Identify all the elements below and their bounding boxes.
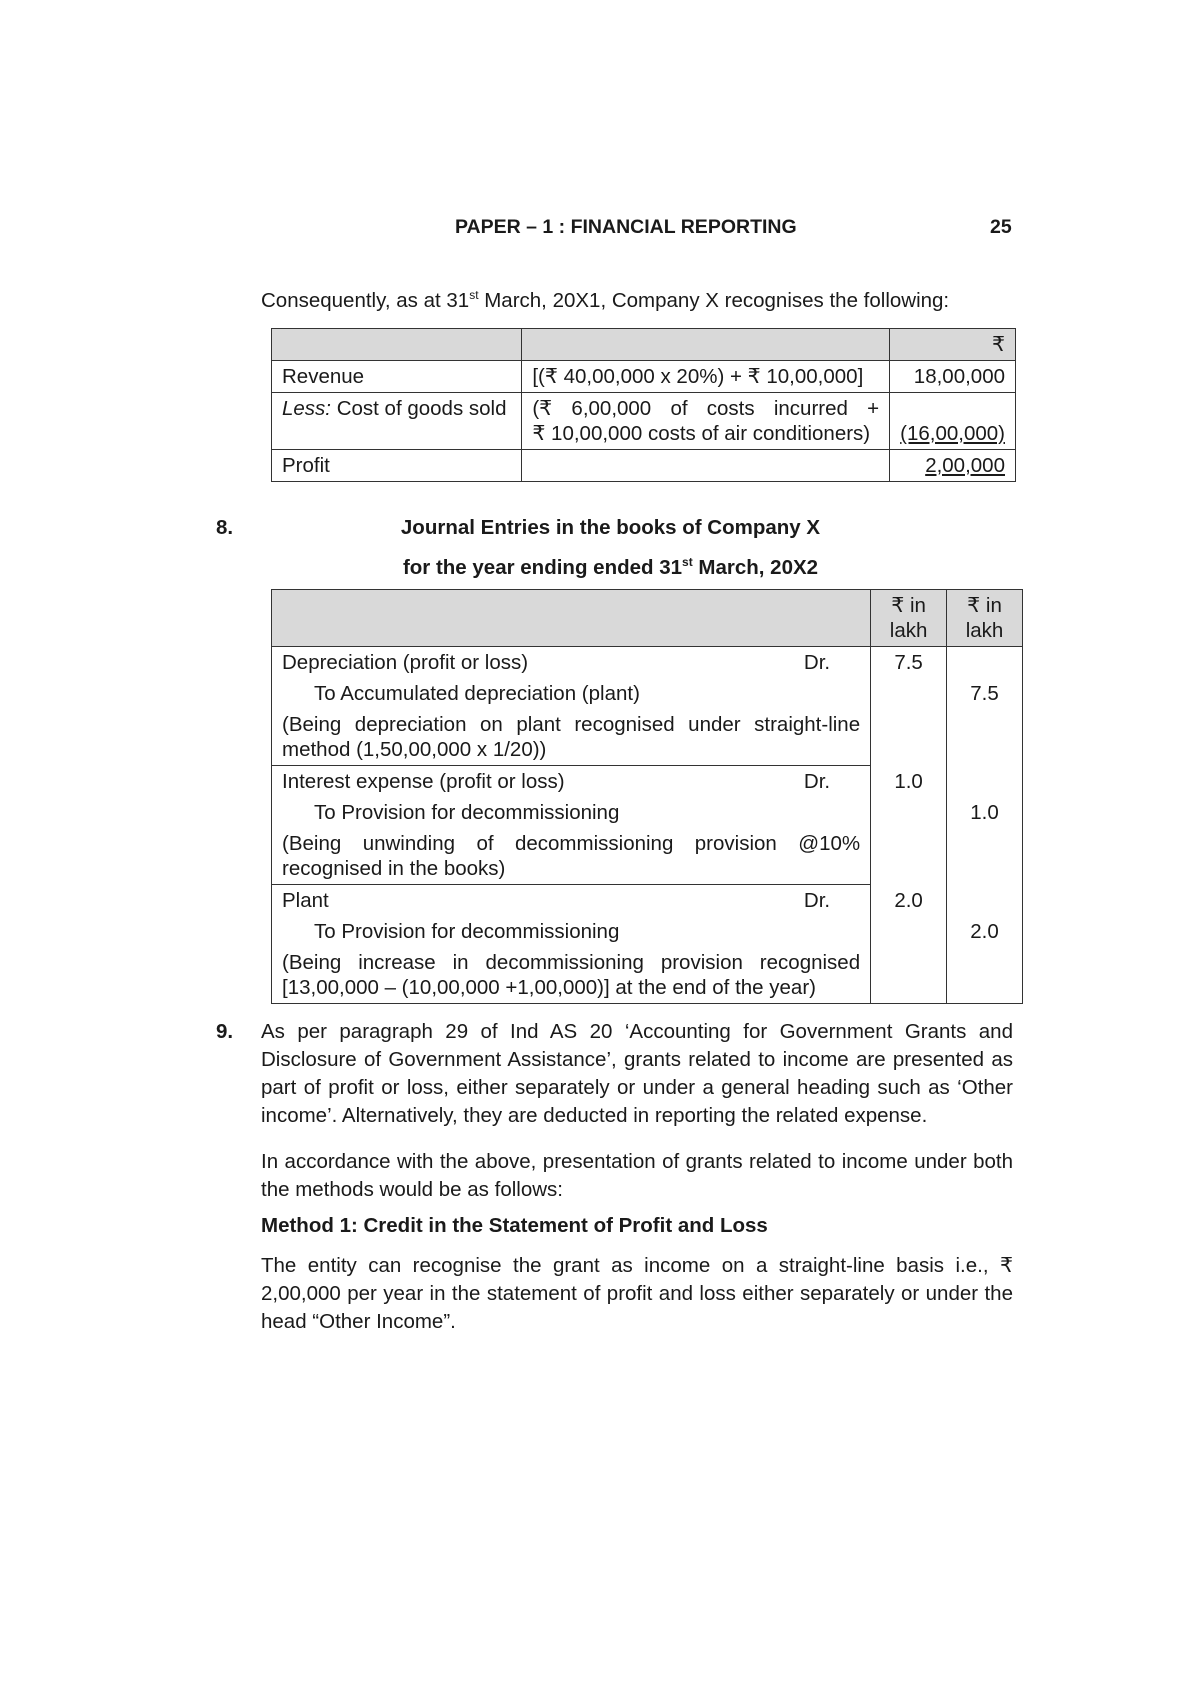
table-row: Less: Cost of goods sold (₹ 6,00,000 of costs incurred + ₹ 10,00,000 costs of air conditioners) (16,00,000) [272,393,1016,450]
profit-table-header [272,329,1016,361]
journal-entry-narration: (Being unwinding of decommissioning provision @10% recognised in the books) [272,828,1023,885]
currency-header: ₹ [890,329,1016,361]
credit-column-header: ₹ in lakh [947,590,1023,647]
journal-heading: Journal Entries in the books of Company X [400,516,821,539]
q9-paragraph-1: As per paragraph 29 of Ind AS 20 ‘Accounting for Government Grants and Disclosure of Government Assistance’, grants related to income are presented as part of profit or loss, either separately or under a general heading such as ‘Other income’. Alternatively, they are deducted in reporting the related expense. [261,1020,1013,1127]
journal-entry-credit: To Accumulated depreciation (plant) 7.5 [272,678,1023,709]
profit-table [271,328,1016,482]
table-row: Revenue [(₹ 40,00,000 x 20%) + ₹ 10,00,000] 18,00,000 [272,361,1016,393]
question-number-8: 8. [216,516,234,539]
question-number-9: 9. [216,1020,234,1043]
paper-title: PAPER – 1 : FINANCIAL REPORTING [455,216,797,238]
journal-entry-credit: To Provision for decommissioning 2.0 [272,916,1023,947]
q9-paragraph-3: The entity can recognise the grant as income on a straight-line basis i.e., ₹ 2,00,000 per year in the statement of profit and loss either separately or under the head “Other Income”. [261,1254,1013,1333]
method-1-heading: Method 1: Credit in the Statement of Profit and Loss [261,1214,768,1237]
journal-entry-debit: Interest expense (profit or loss) Dr. 1.0 [272,766,1023,798]
journal-entry-debit: Depreciation (profit or loss) Dr. 7.5 [272,647,1023,679]
journal-subheading: for the year ending ended 31st March, 20X2 [402,555,819,579]
journal-entry-narration: (Being increase in decommissioning provision recognised [13,00,000 – (10,00,000 +1,00,000)] at the end of the year) [272,947,1023,1004]
journal-table-header [272,590,1023,647]
journal-entry-debit: Plant Dr. 2.0 [272,885,1023,917]
journal-entry-credit: To Provision for decommissioning 1.0 [272,797,1023,828]
intro-text: Consequently, as at 31st March, 20X1, Company X recognises the following: [261,288,950,312]
page-number: 25 [990,216,1012,238]
q9-paragraph-2: In accordance with the above, presentation of grants related to income under both the methods would be as follows: [261,1150,1013,1201]
journal-table [271,589,1023,1004]
debit-column-header: ₹ in lakh [871,590,947,647]
table-row: Profit 2,00,000 [272,450,1016,482]
journal-entry-narration: (Being depreciation on plant recognised under straight-line method (1,50,00,000 x 1/20)) [272,709,1023,766]
